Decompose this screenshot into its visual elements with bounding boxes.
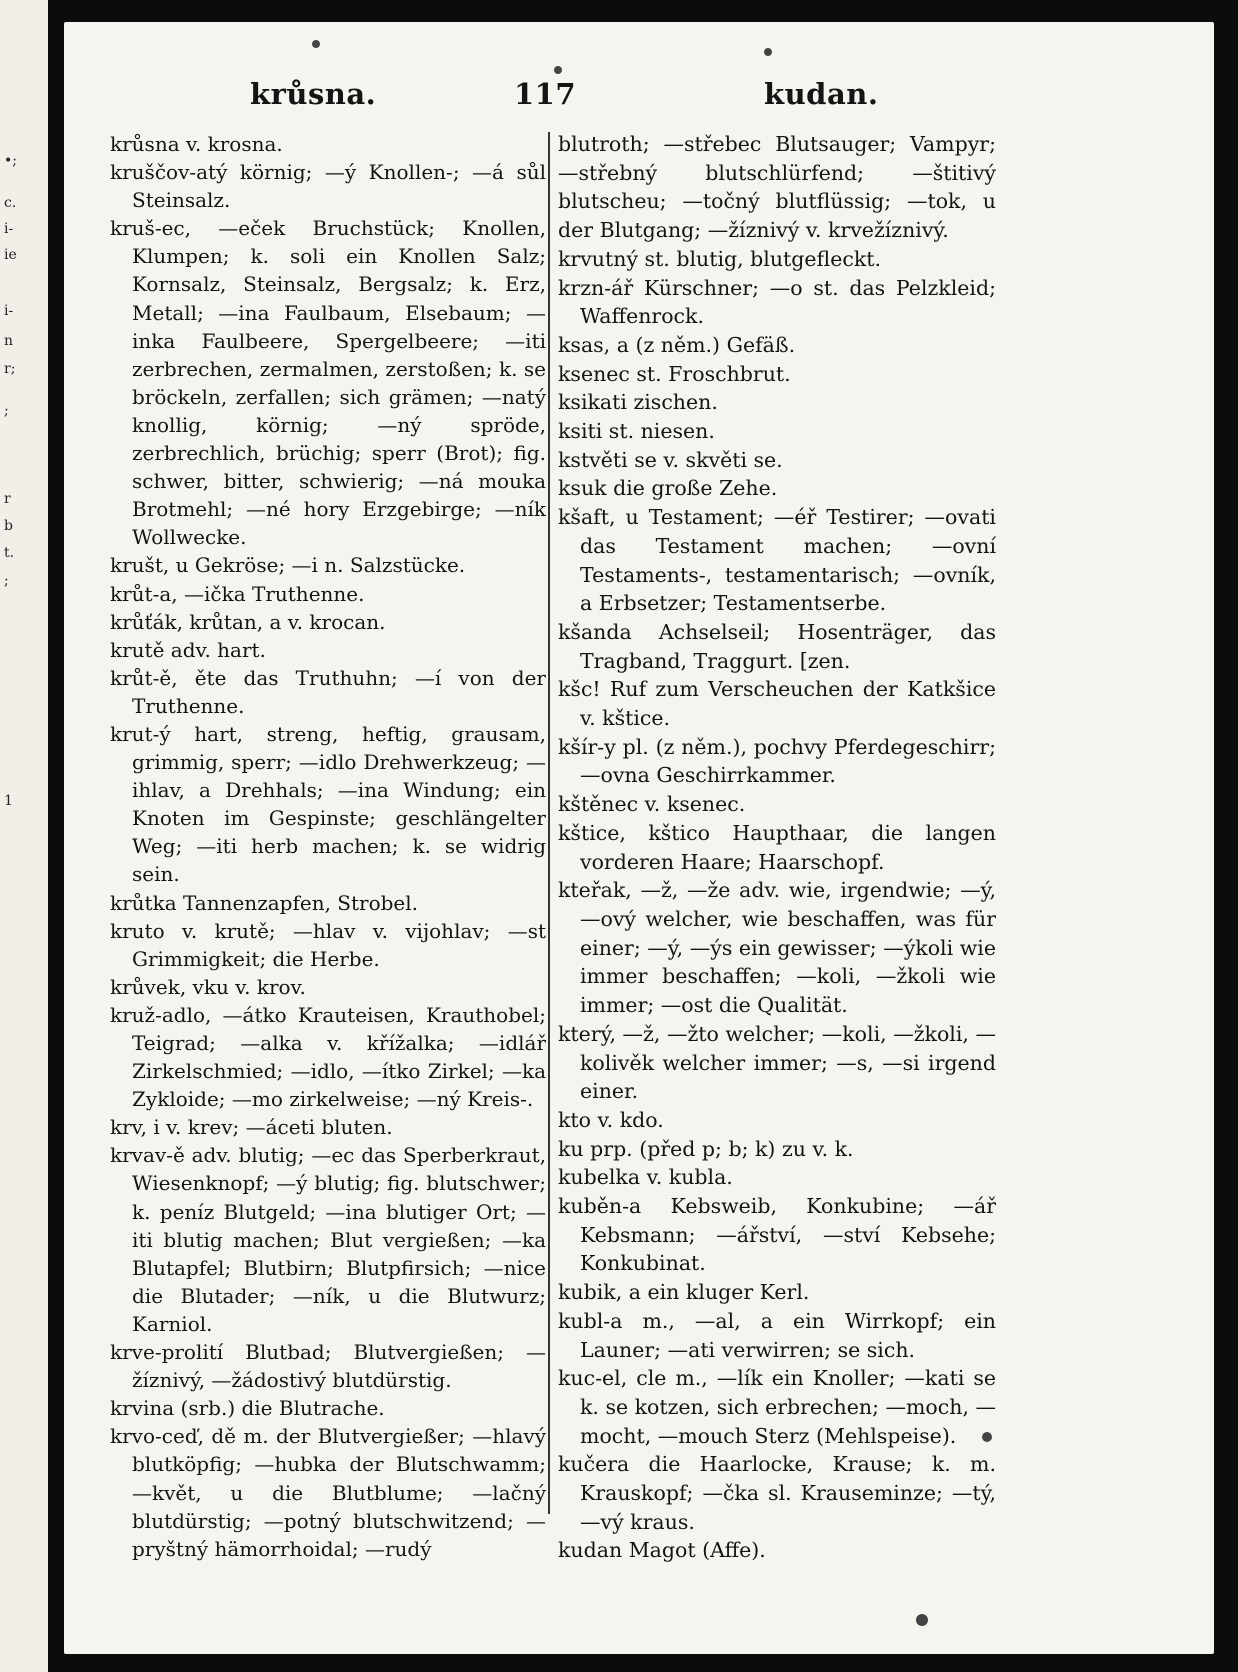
dictionary-entry: ksuk die große Zehe. [558, 476, 778, 501]
dictionary-entry: kuběn-a Kebsweib, Konkubine; —ář Kebsmann; —ářství, —ství Kebsehe; Konkubinat. [558, 1194, 996, 1276]
dictionary-entry: kteřak, —ž, —že adv. wie, irgendwie; —ý, —ový welcher, wie beschaffen, was für einer; —ý, —ýs ein gewisser; —ýkoli wie immer beschaffen; —koli, —žkoli wie immer; —ost die Qualität. [558, 878, 996, 1018]
dictionary-entry: krůtka Tannenzapfen, Strobel. [110, 890, 419, 915]
margin-fragment: t. [4, 545, 15, 561]
dictionary-entry: který, —ž, —žto welcher; —koli, —žkoli, —kolivěk welcher immer; —s, —si irgend einer. [558, 1021, 996, 1104]
dictionary-entry: kruščov-atý körnig; —ý Knollen-; —á sůl Steinsalz. [110, 160, 546, 213]
dictionary-entry: krůt-a, —ička Truthenne. [110, 581, 365, 606]
column-divider [548, 132, 550, 1514]
dictionary-entry: krvav-ě adv. blutig; —ec das Sperberkraut, Wiesenknopf; —ý blutig; fig. blutschwer; k. peníz Blutgeld; —ina blutiger Ort; —iti blutig machen; Blut vergießen; —ka Blutapfel; Blutbirn; Blutpfirsich; —nice die Blutader; —ník, u die Blutwurz; Karniol. [110, 1143, 546, 1336]
running-header [64, 77, 1214, 127]
dictionary-entry: ksas, a (z něm.) Gefäß. [558, 332, 796, 357]
margin-fragment: i- [4, 303, 14, 319]
left-column [110, 130, 546, 1580]
margin-fragment: ; [4, 403, 9, 419]
dictionary-entry: krůt-ě, ěte das Truthuhn; —í von der Truthenne. [110, 665, 546, 718]
margin-fragment: n [4, 333, 14, 349]
dictionary-entry: kstvěti se v. skvěti se. [558, 447, 783, 472]
dictionary-entry: kudan Magot (Affe). [558, 1538, 766, 1563]
dictionary-entry: kto v. kdo. [558, 1107, 664, 1132]
dictionary-entry: kučera die Haarlocke, Krause; k. m. Krauskopf; —čka sl. Krauseminze; —tý, —vý kraus. [558, 1452, 996, 1534]
dictionary-entry: kuc-el, cle m., —lík ein Knoller; —kati se k. se kotzen, sich erbrechen; —moch, —mocht, —mouch Sterz (Mehlspeise). [558, 1366, 996, 1448]
dictionary-entry: ksikati zischen. [558, 390, 718, 415]
margin-fragment: i- [4, 221, 14, 237]
dictionary-entry: krvutný st. blutig, blutgefleckt. [558, 246, 882, 271]
margin-fragment: r; [4, 361, 16, 377]
margin-fragment: c. [4, 195, 17, 211]
margin-fragment: b [4, 518, 13, 534]
dictionary-entry: krvo-ceď, dě m. der Blutvergießer; —hlavý blutköpfig; —hubka der Blutschwamm; —květ, u die Blutblume; —lačný blutdürstig; —potný blutschwitzend; —pryštný hämorrhoidal; —rudý [110, 1424, 546, 1561]
dictionary-entry: kubik, a ein kluger Kerl. [558, 1280, 810, 1305]
dictionary-entry: krve-prolití Blutbad; Blutvergießen; —žíznivý, —žádostivý blutdürstig. [110, 1340, 546, 1393]
dictionary-entry: kubelka v. kubla. [558, 1165, 733, 1190]
margin-fragment: ; [4, 573, 9, 589]
header-right-word: kudan. [764, 77, 879, 111]
dictionary-entry: ku prp. (před p; b; k) zu v. k. [558, 1136, 854, 1161]
header-left-word: krůsna. [250, 77, 377, 111]
print-speck [982, 1432, 992, 1442]
dictionary-entry: kšaft, u Testament; —éř Testirer; —ovati das Testament machen; —ovní Testaments-, testamentarisch; —ovník, a Erbsetzer; Testamentserbe. [558, 505, 996, 616]
dictionary-entry: kruž-adlo, —átko Krauteisen, Krauthobel; Teigrad; —alka v. křížalka; —idlář Zirkelschmied; —idlo, —ítko Zirkel; —ka Zykloide; —mo zirkelweise; —ný Kreis-. [110, 1002, 546, 1112]
dictionary-entry: kubl-a m., —al, a ein Wirrkopf; ein Launer; —ati verwirren; se sich. [558, 1308, 996, 1362]
dictionary-entry: krvina (srb.) die Blutrache. [110, 1396, 385, 1421]
print-speck [554, 66, 562, 74]
dictionary-entry: blutroth; —střebec Blutsauger; Vampyr; —střebný blutschlürfend; —štitivý blutscheu; —točný blutflüssig; —tok, u der Blutgang; —žíznivý v. krvežíznivý. [558, 132, 996, 243]
margin-fragment: 1 [4, 793, 13, 809]
margin-fragment: •; [4, 153, 17, 169]
dictionary-entry: krůvek, vku v. krov. [110, 974, 306, 999]
dictionary-entry: kruto v. krutě; —hlav v. vijohlav; —st Grimmigkeit; die Herbe. [110, 918, 546, 971]
dictionary-entry: kšanda Achselseil; Hosenträger, das Tragband, Traggurt. [zen. [558, 619, 996, 673]
dictionary-entry: kruš-ec, —eček Bruchstück; Knollen, Klumpen; k. soli ein Knollen Salz; Kornsalz, Steinsalz, Bergsalz; k. Erz, Metall; —ina Faulbaum, Elsebaum; —inka Faulbeere, Spergelbeere; —iti zerbrechen, zermalmen, zerstoßen; k. se bröckeln, zerfallen; sich grämen; —natý knollig, körnig; —ný spröde, zerbrechlich, brüchig; sperr (Brot); fig. schwer, bitter, schwierig; —ná mouka Brotmehl; —né hory Erzgebirge; —ník Wollwecke. [110, 216, 546, 550]
margin-fragment: r [4, 491, 11, 507]
dictionary-entry: kšír-y pl. (z něm.), pochvy Pferdegeschirr; —ovna Geschirrkammer. [558, 734, 996, 788]
dictionary-entry: kštice, kštico Haupthaar, die langen vorderen Haare; Haarschopf. [558, 820, 996, 874]
dictionary-entry: krůťák, krůtan, a v. krocan. [110, 609, 386, 634]
print-speck [916, 1614, 928, 1626]
dictionary-entry: krut-ý hart, streng, heftig, grausam, grimmig, sperr; —idlo Drehwerkzeug; —ihlav, a Drehhals; —ina Windung; ein Knoten im Gespinste; geschlängelter Weg; —iti herb machen; k. se widrig sein. [110, 721, 546, 887]
adjacent-page-strip [0, 0, 48, 1672]
page-number: 117 [514, 77, 577, 111]
dictionary-page [64, 22, 1214, 1654]
dictionary-entry: krutě adv. hart. [110, 637, 266, 662]
print-speck [764, 48, 772, 56]
dictionary-entry: kšc! Ruf zum Verscheuchen der Katkšice v. kštice. [558, 677, 996, 731]
right-column [558, 130, 996, 1580]
margin-fragment: ie [4, 247, 17, 263]
dictionary-entry: krzn-ář Kürschner; —o st. das Pelzkleid; Waffenrock. [558, 275, 996, 329]
print-speck [312, 40, 320, 48]
dictionary-entry: kštěnec v. ksenec. [558, 792, 746, 817]
dictionary-entry: krv, i v. krev; —áceti bluten. [110, 1115, 393, 1140]
dictionary-entry: krušt, u Gekröse; —i n. Salzstücke. [110, 553, 466, 578]
dictionary-entry: krůsna v. krosna. [110, 132, 283, 156]
dictionary-entry: ksenec st. Froschbrut. [558, 361, 791, 386]
dictionary-entry: ksiti st. niesen. [558, 419, 715, 444]
